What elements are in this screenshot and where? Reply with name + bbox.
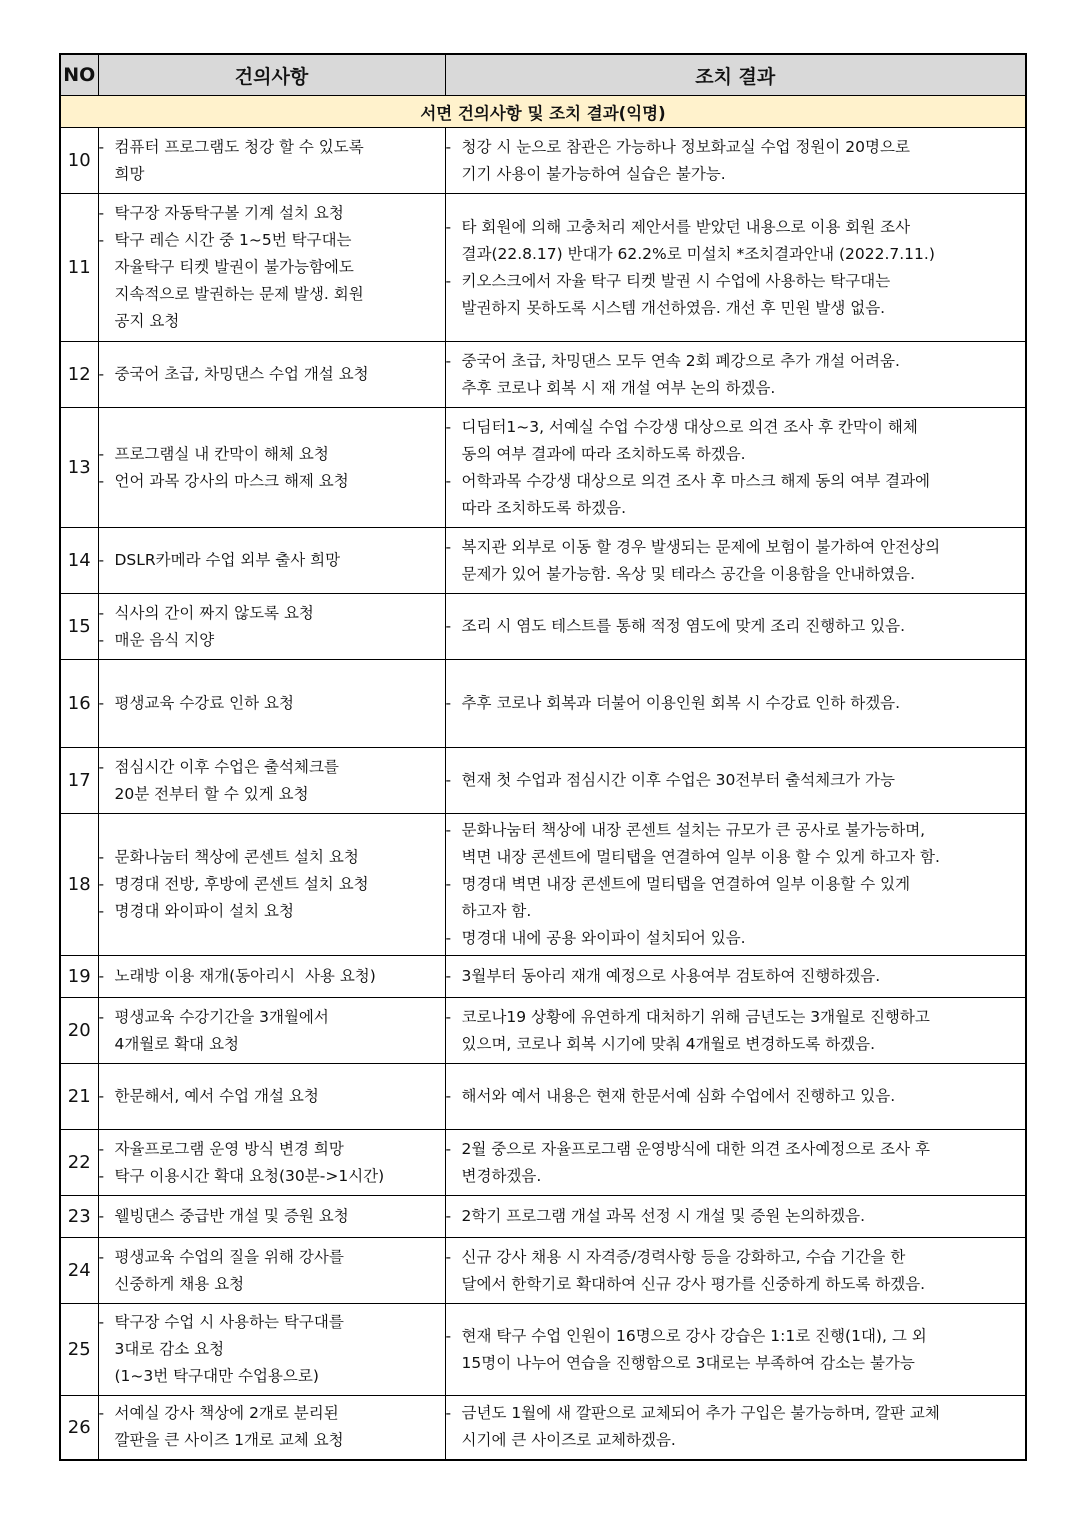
request-cell-line (99, 871, 445, 898)
request-cell-text: 지속적으로 발권하는 문제 발생. 회원 (114, 285, 364, 303)
result-cell-text: 명경대 벽면 내장 콘센트에 멀티탭을 연결하여 일부 이용할 수 있게 (461, 875, 911, 893)
request-cell (98, 998, 445, 1064)
bullet-marker: - (98, 204, 105, 222)
request-cell-text: (1~3번 탁구대만 수업용으로) (114, 1367, 319, 1385)
header-no: NO (60, 54, 98, 96)
bullet-marker: - (98, 694, 105, 712)
result-cell-line (446, 561, 1026, 588)
result-cell-text: 3월부터 동아리 재개 예정으로 사용여부 검토하여 진행하겠음. (461, 967, 881, 985)
bullet-marker: - (445, 1207, 452, 1225)
result-cell-text: 현재 첫 수업과 점심시간 이후 수업은 30전부터 출석체크가 가능 (461, 771, 895, 789)
bullet-marker: - (445, 537, 452, 556)
result-cell-line (446, 898, 1026, 925)
result-cell-line (446, 214, 1026, 241)
request-cell-text: 식사의 간이 짜지 않도록 요청 (114, 603, 314, 622)
request-cell-line (99, 468, 445, 495)
table-row (60, 128, 1026, 194)
result-cell (445, 128, 1026, 194)
request-cell-line (99, 361, 445, 388)
bullet-marker: - (98, 630, 105, 649)
result-cell-text: 디딤터1~3, 서예실 수업 수강생 대상으로 의견 조사 후 칸막이 해체 (461, 417, 918, 436)
request-cell-text: 평생교육 수업의 질을 위해 강사를 (114, 1247, 344, 1266)
request-cell-line (99, 1163, 445, 1190)
request-cell (98, 1064, 445, 1130)
request-cell-line (99, 1336, 445, 1363)
bullet-marker: - (445, 967, 452, 985)
result-cell-line (446, 1400, 1026, 1427)
result-cell-line (446, 134, 1026, 161)
request-cell-text: 탁구 이용시간 확대 요청(30분->1시간) (114, 1166, 385, 1185)
request-cell (98, 748, 445, 814)
row-number: 25 (60, 1304, 98, 1396)
request-cell-text: 자율탁구 티켓 발권이 불가능함에도 (114, 258, 354, 276)
request-cell-text: 명경대 와이파이 설치 요청 (114, 902, 294, 920)
result-cell-text: 기기 사용이 불가능하여 실습은 불가능. (461, 164, 726, 183)
result-cell-text: 동의 여부 결과에 따라 조치하도록 하겠음. (461, 444, 746, 463)
result-cell-text: 변경하겠음. (461, 1166, 542, 1185)
header-request: 건의사항 (98, 54, 445, 96)
result-cell (445, 528, 1026, 594)
result-cell (445, 1064, 1026, 1130)
result-cell-text: 발권하지 못하도록 시스템 개선하였음. 개선 후 민원 발생 없음. (461, 298, 886, 317)
result-cell-line (446, 1350, 1026, 1377)
row-number: 20 (60, 998, 98, 1064)
result-cell-text: 키오스크에서 자율 탁구 티켓 발권 시 수업에 사용하는 탁구대는 (461, 271, 891, 290)
result-cell-text: 하고자 함. (461, 902, 532, 920)
result-cell-line (446, 348, 1026, 375)
request-cell-line (99, 898, 445, 925)
bullet-marker: - (445, 1139, 452, 1158)
result-cell (445, 1304, 1026, 1396)
request-cell-text: 프로그램실 내 칸막이 해체 요청 (114, 444, 329, 463)
result-cell (445, 194, 1026, 342)
request-cell-text: 희망 (114, 164, 145, 183)
bullet-marker: - (445, 137, 452, 156)
bullet-marker: - (445, 771, 452, 789)
bullet-marker: - (98, 1247, 105, 1266)
request-cell-line (99, 844, 445, 871)
row-number: 21 (60, 1064, 98, 1130)
table-row (60, 194, 1026, 342)
result-cell-text: 있으며, 코로나 회복 시기에 맞춰 4개월로 변경하도록 하겠음. (461, 1034, 876, 1053)
result-cell-text: 타 회원에 의해 고충처리 제안서를 받았던 내용으로 이용 회원 조사 (461, 217, 911, 236)
request-cell-line (99, 547, 445, 574)
bullet-marker: - (445, 821, 452, 839)
result-cell-text: 따라 조치하도록 하겠음. (461, 498, 627, 517)
table-row (60, 660, 1026, 748)
result-cell (445, 594, 1026, 660)
request-cell-line (99, 161, 445, 188)
bullet-marker: - (445, 1326, 452, 1345)
result-cell (445, 1396, 1026, 1460)
result-cell-text: 어학과목 수강생 대상으로 의견 조사 후 마스크 해제 동의 여부 결과에 (461, 471, 931, 490)
bullet-marker: - (445, 417, 452, 436)
header-result: 조치 결과 (445, 54, 1026, 96)
result-cell-line (446, 161, 1026, 188)
bullet-marker: - (445, 875, 452, 893)
result-cell-text: 벽면 내장 콘센트에 멀티탭을 연결하여 일부 이용 할 수 있게 하고자 함. (461, 848, 940, 866)
request-cell-text: 노래방 이용 재개(동아리시 사용 요청) (114, 967, 376, 985)
request-cell (98, 1130, 445, 1196)
request-cell-line (99, 441, 445, 468)
request-cell-text: 중국어 초급, 차밍댄스 수업 개설 요청 (114, 365, 369, 383)
request-cell-text: 자율프로그램 운영 방식 변경 희망 (114, 1139, 344, 1158)
bullet-marker: - (98, 875, 105, 893)
result-cell (445, 408, 1026, 528)
bullet-marker: - (445, 271, 452, 290)
request-cell-line (99, 690, 445, 717)
row-number: 10 (60, 128, 98, 194)
bullet-marker: - (98, 137, 105, 156)
request-cell-text: 서예실 강사 책상에 2개로 분리된 (114, 1404, 339, 1423)
result-cell (445, 1130, 1026, 1196)
table-row (60, 528, 1026, 594)
table-row (60, 1130, 1026, 1196)
result-cell (445, 956, 1026, 998)
bullet-marker: - (445, 617, 452, 635)
request-cell-line (99, 1363, 445, 1390)
result-cell-line (446, 441, 1026, 468)
result-cell-line (446, 1004, 1026, 1031)
header-row (60, 54, 1026, 96)
request-cell-text: 언어 과목 강사의 마스크 해제 요청 (114, 471, 349, 490)
request-cell-line (99, 600, 445, 627)
request-cell-text: 문화나눔터 책상에 콘센트 설치 요청 (114, 848, 359, 866)
request-cell-text: 평생교육 수강기간을 3개월에서 (114, 1007, 329, 1026)
row-number: 24 (60, 1238, 98, 1304)
request-cell-line (99, 1427, 445, 1454)
table-row (60, 342, 1026, 408)
table-row (60, 1196, 1026, 1238)
request-cell (98, 594, 445, 660)
request-cell-line (99, 1271, 445, 1298)
row-number: 16 (60, 660, 98, 748)
request-cell-line (99, 308, 445, 335)
request-cell-line (99, 1203, 445, 1230)
request-cell-text: 평생교육 수강료 인하 요청 (114, 694, 294, 712)
row-number: 13 (60, 408, 98, 528)
bullet-marker: - (445, 1404, 452, 1423)
request-cell-line (99, 963, 445, 990)
request-cell-text: 공지 요청 (114, 312, 180, 330)
table-row (60, 1396, 1026, 1460)
request-cell (98, 128, 445, 194)
table-row (60, 1238, 1026, 1304)
request-cell-line (99, 1136, 445, 1163)
result-cell-line (446, 414, 1026, 441)
result-cell-line (446, 963, 1026, 990)
request-cell (98, 1396, 445, 1460)
result-cell-text: 15명이 나누어 연습을 진행함으로 3대로는 부족하여 감소는 불가능 (461, 1353, 915, 1372)
bullet-marker: - (98, 902, 105, 920)
request-cell-line (99, 254, 445, 281)
bullet-marker: - (445, 471, 452, 490)
request-cell (98, 408, 445, 528)
bullet-marker: - (445, 1247, 452, 1266)
bullet-marker: - (98, 471, 105, 490)
request-cell (98, 528, 445, 594)
result-cell-line (446, 1163, 1026, 1190)
table-row (60, 1304, 1026, 1396)
row-number: 23 (60, 1196, 98, 1238)
request-cell-text: 탁구 레슨 시간 중 1~5번 탁구대는 (114, 231, 352, 249)
bullet-marker: - (98, 231, 105, 249)
result-cell-text: 조리 시 염도 테스트를 통해 적정 염도에 맞게 조리 진행하고 있음. (461, 617, 905, 635)
request-cell-text: 한문해서, 예서 수업 개설 요청 (114, 1087, 319, 1105)
request-cell (98, 194, 445, 342)
result-cell-line (446, 1083, 1026, 1110)
bullet-marker: - (98, 1207, 105, 1225)
result-cell-text: 신규 강사 채용 시 자격증/경력사항 등을 강화하고, 수습 기간을 한 (461, 1247, 906, 1266)
request-cell-text: 명경대 전방, 후방에 콘센트 설치 요청 (114, 875, 369, 893)
result-cell-text: 추후 코로나 회복 시 재 개설 여부 논의 하겠음. (461, 378, 776, 397)
request-cell-line (99, 627, 445, 654)
row-number: 22 (60, 1130, 98, 1196)
result-cell-text: 해서와 예서 내용은 현재 한문서예 심화 수업에서 진행하고 있음. (461, 1087, 896, 1105)
result-cell-text: 시기에 큰 사이즈로 교체하겠음. (461, 1431, 676, 1450)
row-number: 17 (60, 748, 98, 814)
request-cell-text: 웰빙댄스 중급반 개설 및 증원 요청 (114, 1207, 349, 1225)
result-cell-line (446, 495, 1026, 522)
request-cell-line (99, 1083, 445, 1110)
result-cell-line (446, 690, 1026, 717)
result-cell-line (446, 1136, 1026, 1163)
result-cell (445, 1238, 1026, 1304)
request-cell-line (99, 1400, 445, 1427)
bullet-marker: - (98, 551, 105, 569)
request-cell-text: 탁구장 수업 시 사용하는 탁구대를 (114, 1313, 344, 1331)
request-cell-text: 신중하게 채용 요청 (114, 1274, 245, 1293)
result-cell-line (446, 375, 1026, 402)
bullet-marker: - (445, 1007, 452, 1026)
request-cell-text: 깔판을 큰 사이즈 1개로 교체 요청 (114, 1431, 344, 1450)
result-cell (445, 1196, 1026, 1238)
result-cell-line (446, 241, 1026, 268)
request-cell-text: 매운 음식 지양 (114, 630, 215, 649)
row-number: 12 (60, 342, 98, 408)
request-cell-text: 3대로 감소 요청 (114, 1340, 225, 1358)
bullet-marker: - (98, 848, 105, 866)
result-cell-text: 달에서 한학기로 확대하여 신규 강사 평가를 신중하게 하도록 하겠음. (461, 1274, 926, 1293)
request-cell-line (99, 1244, 445, 1271)
result-cell-line (446, 613, 1026, 640)
bullet-marker: - (98, 1139, 105, 1158)
bullet-marker: - (98, 1166, 105, 1185)
request-cell (98, 342, 445, 408)
request-cell-line (99, 781, 445, 808)
bullet-marker: - (98, 1313, 105, 1331)
result-cell-line (446, 871, 1026, 898)
bullet-marker: - (445, 1087, 452, 1105)
result-cell-text: 문화나눔터 책상에 내장 콘센트 설치는 규모가 큰 공사로 불가능하며, (461, 821, 926, 839)
request-cell-text: 컴퓨터 프로그램도 청강 할 수 있도록 (114, 137, 364, 156)
request-cell (98, 1304, 445, 1396)
result-cell-text: 2학기 프로그램 개설 과목 선정 시 개설 및 증원 논의하겠음. (461, 1207, 866, 1225)
request-cell (98, 1238, 445, 1304)
result-cell-line (446, 1203, 1026, 1230)
bullet-marker: - (98, 603, 105, 622)
bullet-marker: - (98, 1087, 105, 1105)
result-cell-line (446, 1244, 1026, 1271)
row-number: 19 (60, 956, 98, 998)
section-title: 서면 건의사항 및 조치 결과(익명) (60, 96, 1026, 128)
result-cell-line (446, 767, 1026, 794)
request-cell (98, 814, 445, 956)
result-cell-line (446, 468, 1026, 495)
request-cell (98, 1196, 445, 1238)
result-cell-text: 현재 탁구 수업 인원이 16명으로 강사 강습은 1:1로 진행(1대), 그 외 (461, 1326, 927, 1345)
bullet-marker: - (445, 929, 452, 947)
table-row (60, 814, 1026, 956)
row-number: 18 (60, 814, 98, 956)
row-number: 26 (60, 1396, 98, 1460)
result-cell (445, 814, 1026, 956)
result-cell-text: 문제가 있어 불가능함. 옥상 및 테라스 공간을 이용함을 안내하였음. (461, 564, 916, 583)
request-cell-line (99, 1031, 445, 1058)
result-cell-line (446, 534, 1026, 561)
result-cell (445, 748, 1026, 814)
result-cell-text: 중국어 초급, 차밍댄스 모두 연속 2회 폐강으로 추가 개설 어려움. (461, 351, 900, 370)
bullet-marker: - (98, 444, 105, 463)
result-cell-text: 청강 시 눈으로 참관은 가능하나 정보화교실 수업 정원이 20명으로 (461, 137, 910, 156)
result-cell-line (446, 295, 1026, 322)
request-cell-text: 20분 전부터 할 수 있게 요청 (114, 784, 309, 803)
table-row (60, 408, 1026, 528)
result-cell-text: 복지관 외부로 이동 할 경우 발생되는 문제에 보험이 불가하여 안전상의 (461, 537, 941, 556)
result-cell-text: 명경대 내에 공용 와이파이 설치되어 있음. (461, 929, 746, 947)
request-cell-line (99, 227, 445, 254)
row-number: 14 (60, 528, 98, 594)
result-cell-line (446, 1427, 1026, 1454)
result-cell-text: 추후 코로나 회복과 더불어 이용인원 회복 시 수강료 인하 하겠음. (461, 694, 901, 712)
request-cell-line (99, 281, 445, 308)
bullet-marker: - (445, 351, 452, 370)
request-cell-line (99, 134, 445, 161)
result-cell-text: 결과(22.8.17) 반대가 62.2%로 미설치 *조치결과안내 (2022.7.11.) (461, 244, 935, 263)
table-row (60, 998, 1026, 1064)
result-cell-line (446, 817, 1026, 844)
table-row (60, 594, 1026, 660)
request-cell (98, 660, 445, 748)
request-cell-text: DSLR카메라 수업 외부 출사 희망 (114, 551, 341, 569)
result-cell-line (446, 1323, 1026, 1350)
row-number: 11 (60, 194, 98, 342)
request-cell-line (99, 1004, 445, 1031)
result-cell-text: 코로나19 상황에 유연하게 대처하기 위해 금년도는 3개월로 진행하고 (461, 1007, 930, 1026)
bullet-marker: - (98, 365, 105, 383)
bullet-marker: - (98, 967, 105, 985)
result-cell (445, 342, 1026, 408)
bullet-marker: - (445, 217, 452, 236)
result-cell-line (446, 925, 1026, 952)
result-cell-line (446, 844, 1026, 871)
table-row (60, 956, 1026, 998)
request-cell-line (99, 200, 445, 227)
table-row (60, 1064, 1026, 1130)
result-cell-line (446, 268, 1026, 295)
bullet-marker: - (98, 1007, 105, 1026)
request-cell-text: 점심시간 이후 수업은 출석체크를 (114, 757, 339, 776)
table-row (60, 748, 1026, 814)
request-cell-text: 4개월로 확대 요청 (114, 1034, 240, 1053)
result-cell (445, 998, 1026, 1064)
result-cell-line (446, 1031, 1026, 1058)
result-cell-line (446, 1271, 1026, 1298)
request-cell-line (99, 1309, 445, 1336)
row-number: 15 (60, 594, 98, 660)
suggestions-table (59, 53, 1027, 1461)
bullet-marker: - (98, 757, 105, 776)
result-cell (445, 660, 1026, 748)
bullet-marker: - (445, 694, 452, 712)
section-row (60, 96, 1026, 128)
request-cell (98, 956, 445, 998)
request-cell-line (99, 754, 445, 781)
bullet-marker: - (98, 1404, 105, 1423)
result-cell-text: 2월 중으로 자율프로그램 운영방식에 대한 의견 조사예정으로 조사 후 (461, 1139, 931, 1158)
result-cell-text: 금년도 1월에 새 깔판으로 교체되어 추가 구입은 불가능하며, 깔판 교체 (461, 1404, 940, 1423)
request-cell-text: 탁구장 자동탁구볼 기계 설치 요청 (114, 204, 344, 222)
